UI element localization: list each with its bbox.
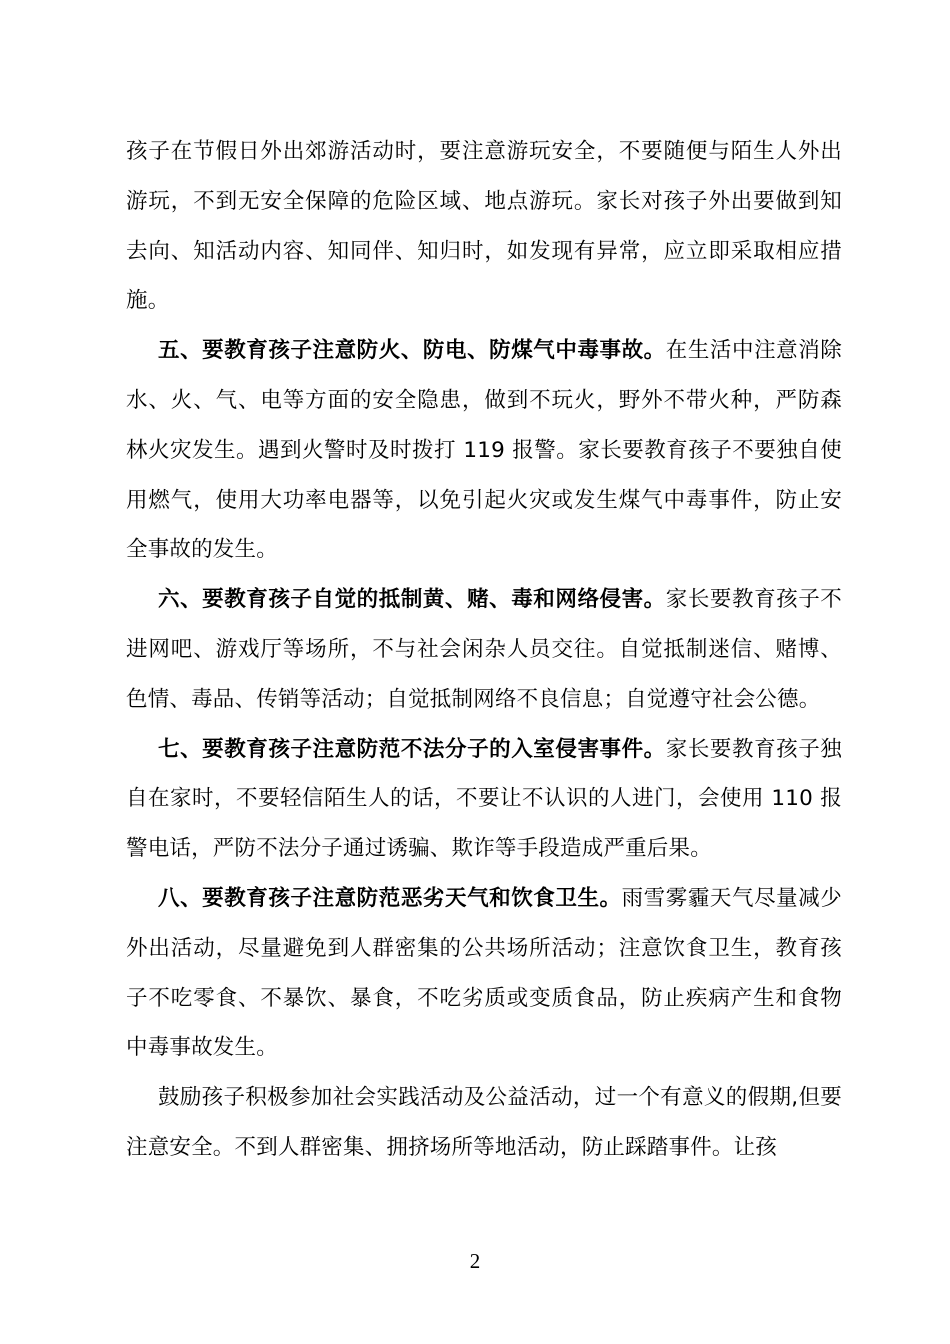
paragraph-text: 雨雪雾霾天气尽量减少外出活动，尽量避免到人群密集的公共场所活动；注意饮食卫生，教育孩子不吃零食、不暴饮、暴食，不吃劣质或变质食品，防止疾病产生和食物中毒事故发生。 <box>126 885 842 1061</box>
paragraph-text: 在生活中注意消除水、火、气、电等方面的安全隐患，做到不玩火，野外不带火种，严防森林火灾发生。遇到火警时及时拨打 119 报警。家长要教育孩子不要独自使用燃气，使用大功率电器等，以免引起火灾或发生煤气中毒事件，防止安全事故的发生。 <box>126 338 842 563</box>
document-body <box>126 127 842 1173</box>
section-heading-five: 五、要教育孩子注意防火、防电、防煤气中毒事故。 <box>158 338 666 364</box>
paragraph-fire-safety <box>126 326 842 575</box>
page-number: 2 <box>469 1249 481 1273</box>
paragraph-intrusion <box>126 725 842 874</box>
paragraph-weather-food <box>126 874 842 1073</box>
section-heading-seven: 七、要教育孩子注意防范不法分子的入室侵害事件。 <box>158 736 666 762</box>
paragraph-text: 家长要教育孩子不进网吧、游戏厅等场所，不与社会闲杂人员交往。自觉抵制迷信、赌博、色情、毒品、传销等活动；自觉抵制网络不良信息；自觉遵守社会公德。 <box>126 587 842 712</box>
paragraph-text: 鼓励孩子积极参加社会实践活动及公益活动，过一个有意义的假期,但要注意安全。不到人群密集、拥挤场所等地活动，防止踩踏事件。让孩 <box>126 1085 842 1160</box>
paragraph-text: 孩子在节假日外出郊游活动时，要注意游玩安全，不要随便与陌生人外出游玩，不到无安全保障的危险区域、地点游玩。家长对孩子外出要做到知去向、知活动内容、知同伴、知归时，如发现有异常，应立即采取相应措施。 <box>126 139 842 314</box>
paragraph-outing-safety <box>126 127 842 326</box>
section-heading-six: 六、要教育孩子自觉的抵制黄、赌、毒和网络侵害。 <box>158 587 666 613</box>
section-heading-eight: 八、要教育孩子注意防范恶劣天气和饮食卫生。 <box>158 885 622 911</box>
paragraph-social-practice <box>126 1073 842 1173</box>
paragraph-text: 家长要教育孩子独自在家时，不要轻信陌生人的话，不要让不认识的人进门，会使用 110 报警电话，严防不法分子通过诱骗、欺诈等手段造成严重后果。 <box>126 736 842 862</box>
paragraph-resist-harm <box>126 575 842 724</box>
